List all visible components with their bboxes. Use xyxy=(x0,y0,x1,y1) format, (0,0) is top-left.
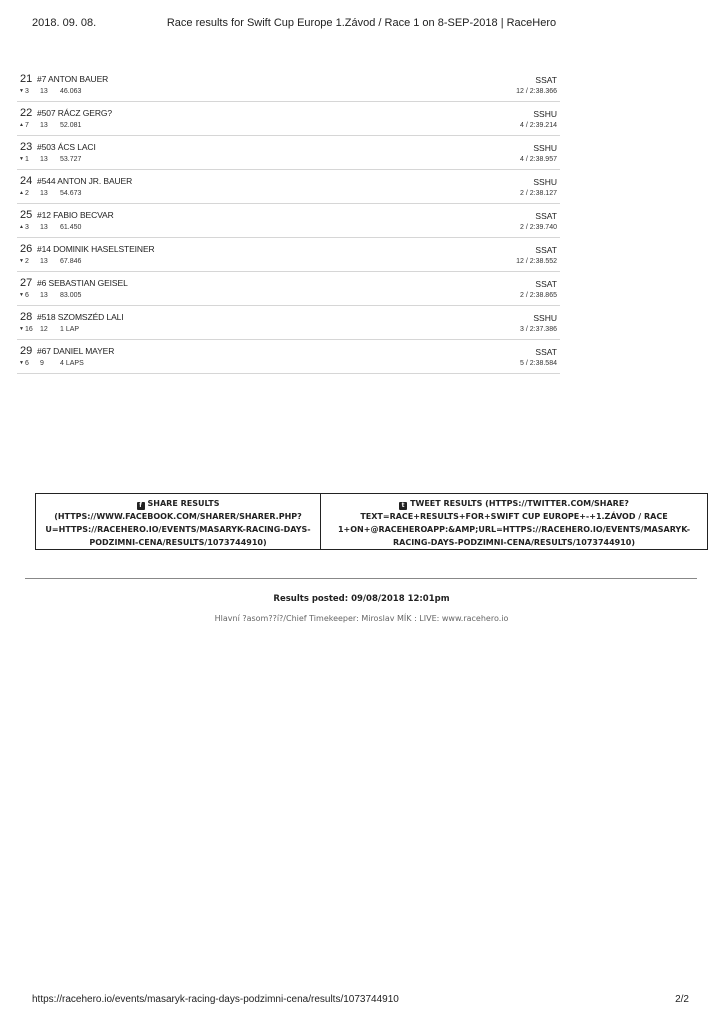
position-change xyxy=(19,156,29,163)
result-row xyxy=(17,204,560,238)
share-facebook-link[interactable] xyxy=(35,493,321,550)
change-value: 2 xyxy=(24,258,29,265)
laps: 12 xyxy=(40,326,48,333)
position: 21 xyxy=(20,73,33,85)
gap: 54.673 xyxy=(60,190,82,197)
result-row xyxy=(17,238,560,272)
result-row xyxy=(17,102,560,136)
result-row xyxy=(17,136,560,170)
best-lap: 2 / 2:38.127 xyxy=(520,190,557,197)
triangle-down-icon: ▼ xyxy=(19,156,24,162)
position-change xyxy=(19,88,29,95)
page-number: 2/2 xyxy=(675,994,689,1005)
class-badge: SSAT xyxy=(535,75,557,85)
position: 29 xyxy=(20,345,33,357)
gap: 53.727 xyxy=(60,156,82,163)
position-change xyxy=(19,258,29,265)
best-lap: 4 / 2:38.957 xyxy=(520,156,557,163)
laps: 13 xyxy=(40,88,48,95)
gap: 52.081 xyxy=(60,122,82,129)
position: 28 xyxy=(20,311,33,323)
gap: 83.005 xyxy=(60,292,82,299)
position-change xyxy=(19,292,29,299)
class-badge: SSHU xyxy=(533,177,557,187)
laps: 9 xyxy=(40,360,44,367)
position-change xyxy=(19,224,29,231)
driver-name: #518 SZOMSZÉD LALI xyxy=(37,312,124,322)
driver-name: #14 DOMINIK HASELSTEINER xyxy=(37,244,155,254)
best-lap: 12 / 2:38.366 xyxy=(516,88,557,95)
change-value: 3 xyxy=(24,224,29,231)
driver-name: #7 ANTON BAUER xyxy=(37,74,109,84)
print-date: 2018. 09. 08. xyxy=(32,17,97,29)
position-change xyxy=(19,326,33,333)
driver-name: #544 ANTON JR. BAUER xyxy=(37,176,133,186)
driver-name: #6 SEBASTIAN GEISEL xyxy=(37,278,128,288)
triangle-down-icon: ▼ xyxy=(19,88,24,94)
timekeeper-credit: Hlavní ?asom??í?/Chief Timekeeper: Miroslav MÍK : LIVE: www.racehero.io xyxy=(214,614,509,623)
best-lap: 2 / 2:38.865 xyxy=(520,292,557,299)
change-value: 1 xyxy=(24,156,29,163)
class-badge: SSAT xyxy=(535,211,557,221)
position-change xyxy=(19,360,29,367)
page-title: Race results for Swift Cup Europe 1.Závod / Race 1 on 8-SEP-2018 | RaceHero xyxy=(166,17,557,29)
gap: 61.450 xyxy=(60,224,82,231)
position: 27 xyxy=(20,277,33,289)
driver-name: #12 FABIO BECVAR xyxy=(37,210,114,220)
class-badge: SSHU xyxy=(533,109,557,119)
change-value: 3 xyxy=(24,88,29,95)
triangle-up-icon: ▲ xyxy=(19,224,24,230)
class-badge: SSHU xyxy=(533,313,557,323)
facebook-icon: f xyxy=(137,502,145,510)
position-change xyxy=(19,190,29,197)
change-value: 6 xyxy=(24,292,29,299)
driver-name: #507 RÁCZ GERG? xyxy=(37,108,113,118)
position: 24 xyxy=(20,175,33,187)
gap: 4 LAPS xyxy=(60,360,84,367)
best-lap: 12 / 2:38.552 xyxy=(516,258,557,265)
class-badge: SSAT xyxy=(535,279,557,289)
change-value: 2 xyxy=(24,190,29,197)
result-row xyxy=(17,306,560,340)
result-row xyxy=(17,68,560,102)
result-row xyxy=(17,170,560,204)
laps: 13 xyxy=(40,258,48,265)
triangle-up-icon: ▲ xyxy=(19,122,24,128)
best-lap: 5 / 2:38.584 xyxy=(520,360,557,367)
footer-url: https://racehero.io/events/masaryk-racing-days-podzimni-cena/results/1073744910 xyxy=(32,994,399,1005)
share-twitter-label: TWEET RESULTS (HTTPS://TWITTER.COM/SHARE?TEXT=RACE+RESULTS+FOR+SWIFT CUP EUROPE+-+1.ZÁVOD / RACE 1+ON+@RACEHEROAPP:&AMP;URL=HTTPS://RACEHERO.IO/EVENTS/MASARYK-RACING-DAYS-PODZIMNI-CENA/RESULTS/1073744910) xyxy=(337,499,691,547)
gap: 1 LAP xyxy=(60,326,80,333)
results-posted: Results posted: 09/08/2018 12:01pm xyxy=(273,594,450,604)
position: 25 xyxy=(20,209,33,221)
change-value: 16 xyxy=(24,326,33,333)
position: 26 xyxy=(20,243,33,255)
class-badge: SSAT xyxy=(535,347,557,357)
result-row xyxy=(17,340,560,374)
share-twitter-link[interactable] xyxy=(320,493,708,550)
class-badge: SSHU xyxy=(533,143,557,153)
position: 22 xyxy=(20,107,33,119)
triangle-down-icon: ▼ xyxy=(19,360,24,366)
divider xyxy=(25,578,697,579)
triangle-down-icon: ▼ xyxy=(19,258,24,264)
best-lap: 3 / 2:37.386 xyxy=(520,326,557,333)
result-row xyxy=(17,272,560,306)
gap: 67.846 xyxy=(60,258,82,265)
twitter-icon: t xyxy=(399,502,407,510)
best-lap: 4 / 2:39.214 xyxy=(520,122,557,129)
best-lap: 2 / 2:39.740 xyxy=(520,224,557,231)
results-list xyxy=(17,68,560,374)
laps: 13 xyxy=(40,190,48,197)
triangle-down-icon: ▼ xyxy=(19,326,24,332)
change-value: 7 xyxy=(24,122,29,129)
driver-name: #67 DANIEL MAYER xyxy=(37,346,115,356)
gap: 46.063 xyxy=(60,88,82,95)
triangle-down-icon: ▼ xyxy=(19,292,24,298)
position-change xyxy=(19,122,29,129)
driver-name: #503 ÁCS LACI xyxy=(37,142,96,152)
change-value: 6 xyxy=(24,360,29,367)
share-facebook-label: SHARE RESULTS (HTTPS://WWW.FACEBOOK.COM/SHARER/SHARER.PHP?U=HTTPS://RACEHERO.IO/EVENTS/MASARYK-RACING-DAYS-PODZIMNI-CENA/RESULTS/1073744910) xyxy=(45,499,311,547)
position: 23 xyxy=(20,141,33,153)
class-badge: SSAT xyxy=(535,245,557,255)
laps: 13 xyxy=(40,292,48,299)
laps: 13 xyxy=(40,122,48,129)
triangle-up-icon: ▲ xyxy=(19,190,24,196)
laps: 13 xyxy=(40,156,48,163)
laps: 13 xyxy=(40,224,48,231)
